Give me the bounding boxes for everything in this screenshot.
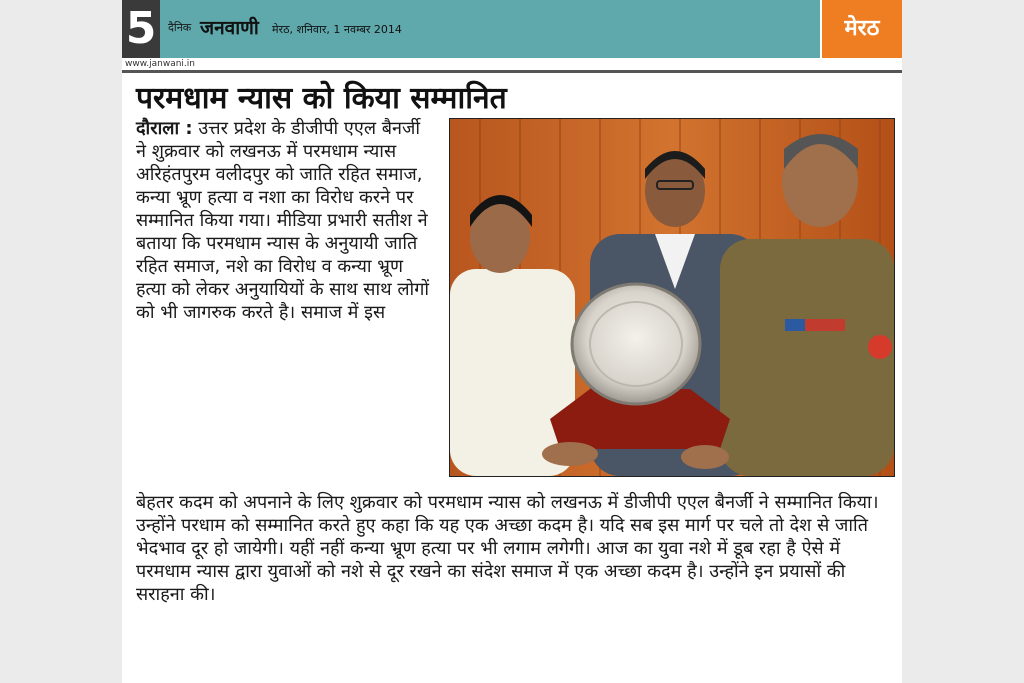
article-headline: परमधाम न्यास को किया सम्मानित (136, 81, 507, 116)
header-divider (122, 70, 902, 73)
city-section-tab: मेरठ (822, 0, 902, 58)
article-photo (449, 118, 895, 477)
dateline: मेरठ, शनिवार, 1 नवम्बर 2014 (272, 23, 402, 36)
website-url: www.janwani.in (125, 59, 195, 69)
article-place: दौराला : (136, 118, 193, 139)
paper-name: जनवाणी (200, 17, 259, 39)
paper-prefix: दैनिक (168, 21, 192, 34)
article-wide-text: बेहतर कदम को अपनाने के लिए शुक्रवार को परमधाम न्यास को लखनऊ में डीजीपी एएल बैनर्जी ने सम्मानित किया। उन्होंने परधाम को सम्मानित करते हुए कहा कि यह एक अच्छा कदम है। यदि सब इस मार्ग पर चले तो देश से जाति भेदभाव दूर हो जायेगी। यहीं नहीं कन्या भ्रूण हत्या पर भी लगाम लगेगी। आज का युवा नशे में डूब रहा है ऐसे में परमधाम न्यास द्वारा युवाओं को नशे से दूर रखने का संदेश समाज में एक अच्छा कदम है। उन्होंने इन प्रयासों की सराहना की। (136, 492, 879, 605)
article-column-body: उत्तर प्रदेश के डीजीपी एएल बैनर्जी ने शुक्रवार को लखनऊ में परमधाम न्यास अरिहंतपुरम वलीदपुर को जाति रहित समाज, कन्या भ्रूण हत्या व नशा का विरोध करने पर सम्मानित किया गया। मीडिया प्रभारी सतीश ने बताया कि परमधाम न्यास के अनुयायी जाति रहित समाज, नशे का विरोध व कन्या भ्रूण हत्या को लेकर अनुयायियों के साथ साथ लोगों को भी जागरुक करते है। समाज में इस (136, 118, 430, 323)
award-ceremony-photo (450, 119, 894, 476)
page-number: 5 (122, 0, 160, 58)
article-column-text (136, 117, 434, 324)
